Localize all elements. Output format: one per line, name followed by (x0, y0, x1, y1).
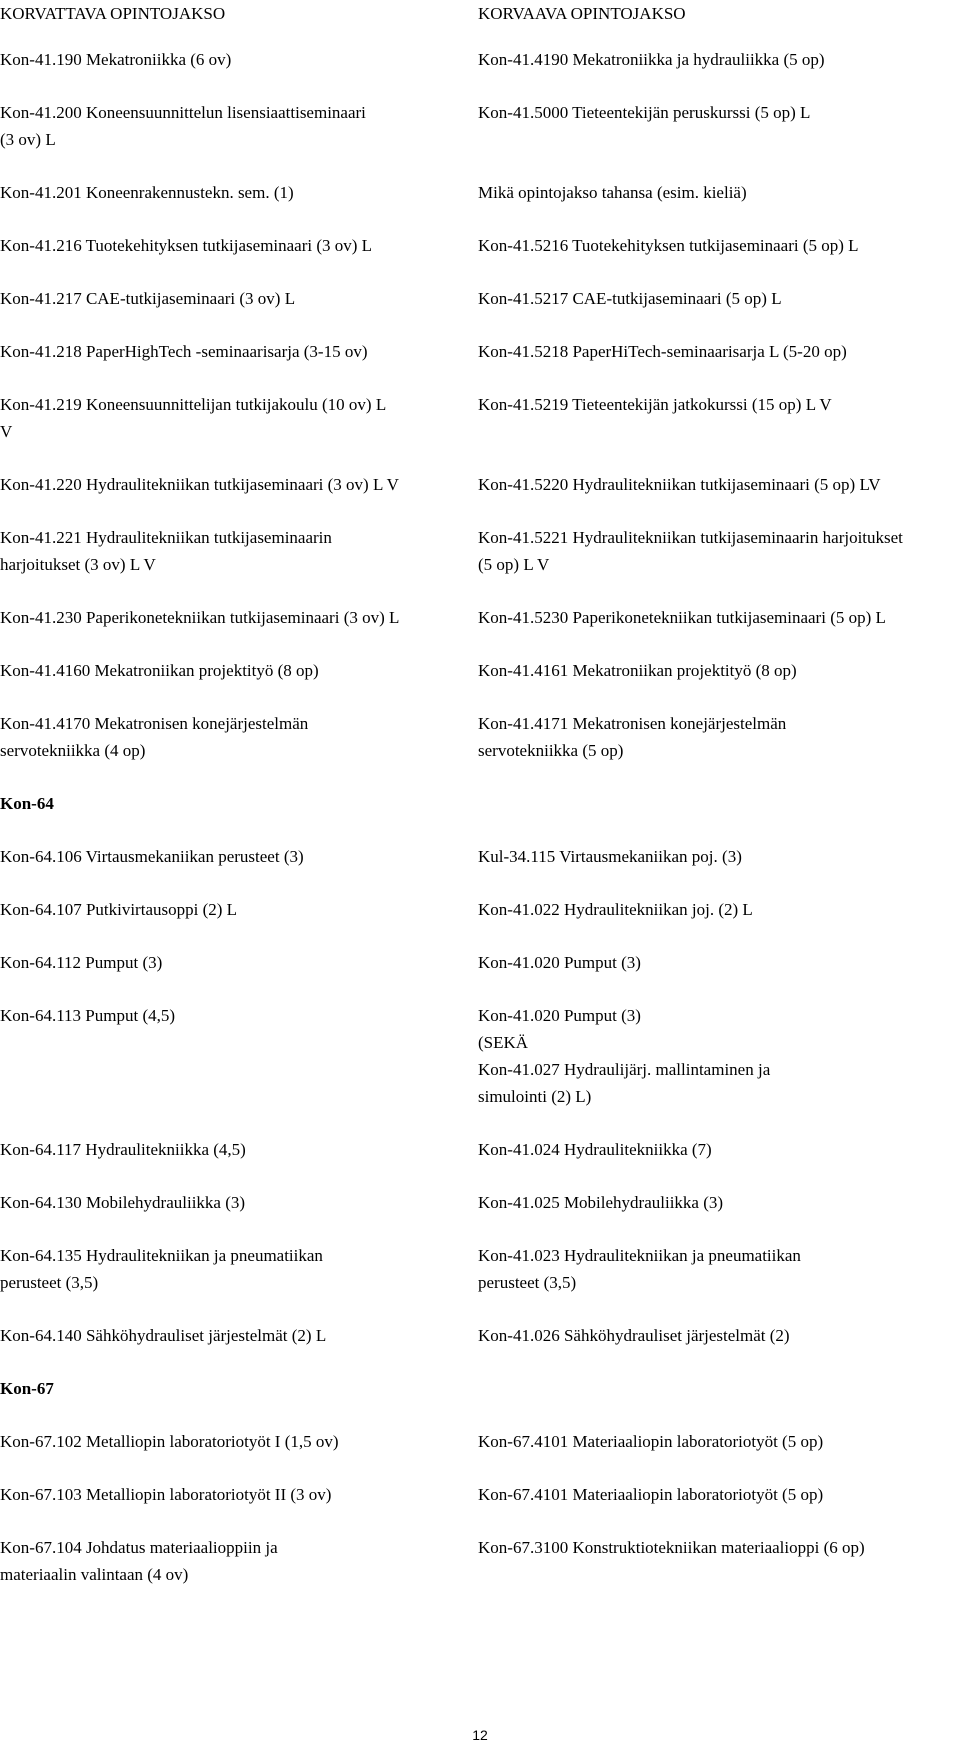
course-text-line: Kon-41.5218 PaperHiTech-seminaarisarja L (5-20 op) (478, 342, 847, 361)
course-text-line: Kon-41.221 Hydraulitekniikan tutkijaseminaarin (0, 528, 332, 547)
course-text-line: Kon-41.217 CAE-tutkijaseminaari (3 ov) L (0, 289, 296, 308)
replaced-course (0, 604, 470, 631)
replaced-course (0, 338, 470, 365)
replaced-course (0, 1481, 470, 1508)
replacing-course (478, 1481, 960, 1508)
course-text-line: Kon-41.216 Tuotekehityksen tutkijaseminaari (3 ov) L (0, 236, 373, 255)
replaced-course (0, 232, 470, 259)
course-text-line: perusteet (3,5) (0, 1273, 99, 1292)
course-text-line: perusteet (3,5) (478, 1273, 577, 1292)
course-text-line: (5 op) L V (478, 555, 550, 574)
course-text-line: Kon-41.200 Koneensuunnittelun lisensiaattiseminaari (0, 103, 366, 122)
replaced-course (0, 99, 470, 153)
replacing-course (478, 338, 960, 365)
replacing-course (478, 710, 960, 764)
replacing-course (478, 1242, 960, 1296)
section-heading: Kon-67 (0, 1379, 54, 1398)
course-text-line: Kon-67.103 Metalliopin laboratoriotyöt II (3 ov) (0, 1485, 332, 1504)
course-text-line: V (0, 422, 13, 441)
replacing-course (478, 1136, 960, 1163)
course-text-line: Kon-67.3100 Konstruktiotekniikan materiaalioppi (6 op) (478, 1538, 865, 1557)
section-heading: Kon-64 (0, 794, 54, 813)
course-text-line: Kon-41.023 Hydraulitekniikan ja pneumatiikan (478, 1246, 801, 1265)
course-text-line: Kon-41.219 Koneensuunnittelijan tutkijakoulu (10 ov) L (0, 395, 387, 414)
replacing-course (478, 391, 960, 418)
course-text-line: Kon-64.107 Putkivirtausoppi (2) L (0, 900, 238, 919)
replacing-course (478, 524, 960, 578)
course-text-line: Kul-34.115 Virtausmekaniikan poj. (3) (478, 847, 742, 866)
course-text-line: Kon-41.025 Mobilehydrauliikka (3) (478, 1193, 724, 1212)
replaced-course (0, 1002, 470, 1029)
course-text-line: Mikä opintojakso tahansa (esim. kieliä) (478, 183, 747, 202)
course-text-line: Kon-64.117 Hydraulitekniikka (4,5) (0, 1140, 246, 1159)
replaced-course (0, 710, 470, 764)
replacing-course (478, 285, 960, 312)
course-text-line: Kon-41.020 Pumput (3) (478, 1006, 641, 1025)
replaced-course (0, 1136, 470, 1163)
replacing-course (478, 1428, 960, 1455)
course-text-line: Kon-41.4171 Mekatronisen konejärjestelmän (478, 714, 787, 733)
course-text-line: Kon-41.5230 Paperikonetekniikan tutkijaseminaari (5 op) L (478, 608, 886, 627)
replaced-course (0, 949, 470, 976)
replaced-course (0, 391, 470, 445)
replacing-course (478, 1002, 960, 1110)
replaced-course (0, 843, 470, 870)
course-text-line: Kon-41.020 Pumput (3) (478, 953, 641, 972)
replaced-course (0, 657, 470, 684)
replaced-course (0, 471, 470, 498)
course-text-line: servotekniikka (4 op) (0, 741, 146, 760)
replacing-course (478, 604, 960, 631)
replaced-course (0, 896, 470, 923)
course-text-line: servotekniikka (5 op) (478, 741, 624, 760)
replaced-course (0, 1534, 470, 1588)
course-text-line: Kon-41.026 Sähköhydrauliset järjestelmät (2) (478, 1326, 790, 1345)
course-text-line: Kon-41.4170 Mekatronisen konejärjestelmän (0, 714, 309, 733)
replaced-course (0, 1428, 470, 1455)
replacing-course (478, 1189, 960, 1216)
replaced-course (0, 524, 470, 578)
replaced-course (0, 285, 470, 312)
replacing-course (478, 471, 960, 498)
replacing-course (478, 1322, 960, 1349)
course-text-line: Kon-41.5221 Hydraulitekniikan tutkijaseminaarin harjoitukset (478, 528, 903, 547)
course-text-line: Kon-41.201 Koneenrakennustekn. sem. (1) (0, 183, 294, 202)
replaced-course (0, 1242, 470, 1296)
course-text-line: Kon-41.027 Hydraulijärj. mallintaminen ja (478, 1060, 771, 1079)
course-text-line: Kon-67.104 Johdatus materiaalioppiin ja (0, 1538, 278, 1557)
course-text-line: Kon-41.230 Paperikonetekniikan tutkijaseminaari (3 ov) L (0, 608, 400, 627)
course-text-line: Kon-67.4101 Materiaaliopin laboratoriotyöt (5 op) (478, 1485, 824, 1504)
course-text-line: Kon-41.4161 Mekatroniikan projektityö (8 op) (478, 661, 797, 680)
replacing-course (478, 657, 960, 684)
replacing-course (478, 896, 960, 923)
course-text-line: Kon-41.5219 Tieteentekijän jatkokurssi (15 op) L V (478, 395, 832, 414)
course-text-line: Kon-41.022 Hydraulitekniikan joj. (2) L (478, 900, 753, 919)
header-replaced-course: KORVATTAVA OPINTOJAKSO (0, 4, 226, 23)
course-text-line: (SEKÄ (478, 1033, 529, 1052)
course-text-line: Kon-41.220 Hydraulitekniikan tutkijaseminaari (3 ov) L V (0, 475, 399, 494)
replacing-course (478, 99, 960, 126)
course-text-line: Kon-41.5000 Tieteentekijän peruskurssi (5 op) L (478, 103, 811, 122)
course-text-line: Kon-64.112 Pumput (3) (0, 953, 163, 972)
replacing-course (478, 232, 960, 259)
course-text-line: Kon-41.5220 Hydraulitekniikan tutkijaseminaari (5 op) LV (478, 475, 881, 494)
course-text-line: Kon-64.113 Pumput (4,5) (0, 1006, 176, 1025)
course-text-line: (3 ov) L (0, 130, 56, 149)
course-text-line: Kon-41.5217 CAE-tutkijaseminaari (5 op) L (478, 289, 782, 308)
replaced-course (0, 179, 470, 206)
replaced-course (0, 46, 470, 73)
course-text-line: Kon-64.140 Sähköhydrauliset järjestelmät (2) L (0, 1326, 327, 1345)
header-replacing-course: KORVAAVA OPINTOJAKSO (478, 4, 686, 23)
replacing-course (478, 46, 960, 73)
course-text-line: Kon-64.106 Virtausmekaniikan perusteet (3) (0, 847, 304, 866)
replacing-course (478, 1534, 960, 1561)
course-text-line: Kon-41.5216 Tuotekehityksen tutkijaseminaari (5 op) L (478, 236, 859, 255)
course-text-line: materiaalin valintaan (4 ov) (0, 1565, 189, 1584)
course-text-line: Kon-67.102 Metalliopin laboratoriotyöt I (1,5 ov) (0, 1432, 339, 1451)
replacing-course (478, 949, 960, 976)
course-text-line: Kon-64.135 Hydraulitekniikan ja pneumatiikan (0, 1246, 323, 1265)
course-text-line: Kon-41.4190 Mekatroniikka ja hydrauliikka (5 op) (478, 50, 825, 69)
page-number: 12 (472, 1727, 488, 1743)
course-text-line: simulointi (2) L) (478, 1087, 592, 1106)
course-text-line: Kon-41.190 Mekatroniikka (6 ov) (0, 50, 232, 69)
replaced-course (0, 1322, 470, 1349)
replacing-course (478, 179, 960, 206)
course-text-line: Kon-41.024 Hydraulitekniikka (7) (478, 1140, 712, 1159)
course-text-line: Kon-67.4101 Materiaaliopin laboratoriotyöt (5 op) (478, 1432, 824, 1451)
course-text-line: Kon-41.4160 Mekatroniikan projektityö (8 op) (0, 661, 319, 680)
replacing-course (478, 843, 960, 870)
course-text-line: Kon-64.130 Mobilehydrauliikka (3) (0, 1193, 246, 1212)
course-text-line: harjoitukset (3 ov) L V (0, 555, 156, 574)
replaced-course (0, 1189, 470, 1216)
course-text-line: Kon-41.218 PaperHighTech -seminaarisarja (3-15 ov) (0, 342, 368, 361)
